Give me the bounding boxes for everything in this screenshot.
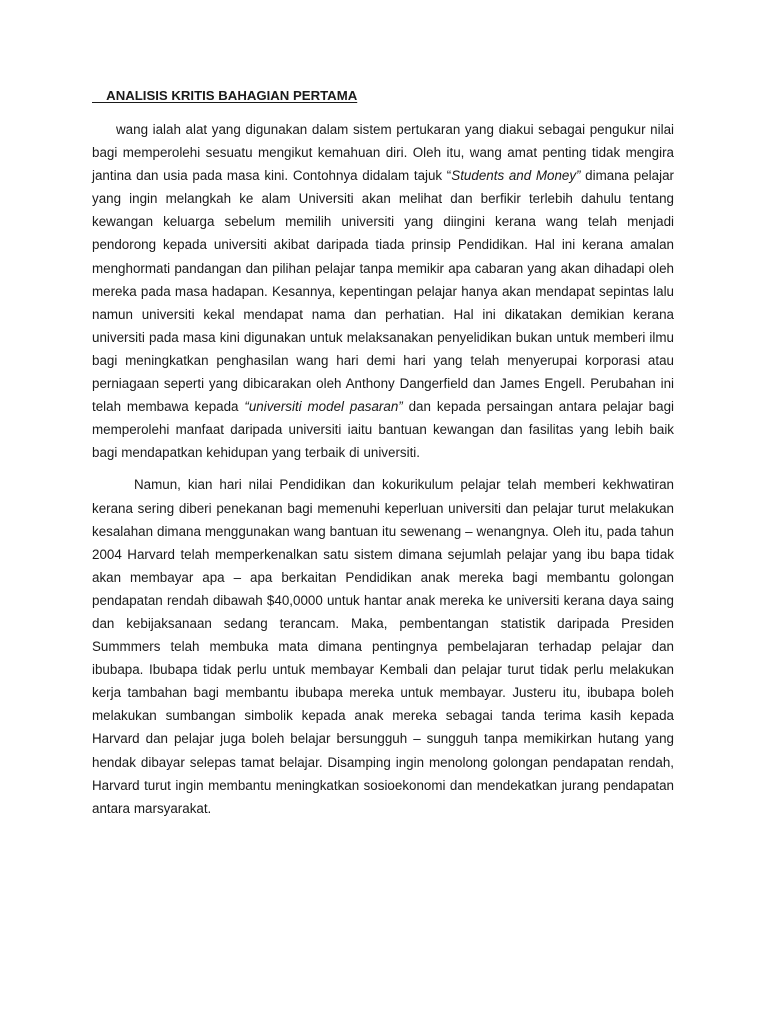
paragraph-2	[92, 473, 674, 819]
paragraph-1-run-5: dan kepada persaingan antara pelajar bagi memperolehi manfaat daripada universiti iaitu bantuan kewangan dan fasilitas yang lebih baik bagi mendapatkan kehidupan yang terbaik di universiti.	[92, 399, 674, 461]
section-heading: ANALISIS KRITIS BAHAGIAN PERTAMA	[92, 88, 358, 103]
paragraph-2-run-1: Namun, kian hari nilai Pendidikan dan kokurikulum pelajar telah memberi kekhwatiran kerana sering diberi penekanan bagi memenuhi keperluan universiti dan pelajar turut melakukan kesalahan dimana menggunakan wang bantuan itu sewenang – wenangnya. Oleh itu, pada tahun 2004 Harvard telah memperkenalkan satu sistem dimana sejumlah pelajar yang ibu bapa tidak akan membayar apa – apa berkaitan Pendidikan anak mereka bagi membantu golongan pendapatan rendah dibawah $40,0000 untuk hantar anak mereka ke universiti kerana daya saing dan kebijaksanaan sedang terancam. Maka, pembentangan statistik daripada Presiden Summmers telah membuka mata dimana pentingnya pembelajaran terhadap pelajar dan ibubapa. Ibubapa tidak perlu untuk membayar Kembali dan pelajar turut tidak perlu melakukan kerja tambahan bagi membantu ibubapa mereka untuk membayar. Justeru itu, ibubapa boleh melakukan sumbangan simbolik kepada anak mereka sebagai tanda terima kasih kepada Harvard dan pelajar juga boleh belajar bersungguh – sungguh tanpa memikirkan hutang yang hendak dibayar selepas tamat belajar. Disamping ingin menolong golongan pendapatan rendah, Harvard turut ingin membantu meningkatkan sosioekonomi dan mendekatkan jurang pendapatan antara marsyarakat.	[92, 477, 674, 816]
paragraph-1-run-3: dimana pelajar yang ingin melangkah ke alam Universiti akan melihat dan berfikir terlebih dahulu tentang kewangan keluarga sebelum memilih universiti yang diingini kerana wang telah menjadi pendorong kepada universiti akibat daripada tiada prinsip Pendidikan. Hal ini kerana amalan menghormati pandangan dan pilihan pelajar tanpa memikir apa cabaran yang akan dihadapi oleh mereka pada masa hadapan. Kesannya, kepentingan pelajar hanya akan mendapat sepintas lalu namun universiti kekal mendapat nama dan perhatian. Hal ini dikatakan demikian kerana universiti pada masa kini digunakan untuk melaksanakan penyelidikan bukan untuk memberi ilmu bagi meningkatkan penghasilan wang hari demi hari yang telah menyerupai korporasi atau perniagaan seperti yang dibicarakan oleh Anthony Dangerfield dan James Engell. Perubahan ini telah membawa kepada	[92, 168, 674, 415]
paragraph-1-quote-italic: “universiti model pasaran”	[244, 399, 403, 415]
paragraph-1-run-1: wang ialah alat yang digunakan dalam sistem pertukaran yang diakui sebagai pengukur nilai bagi memperolehi sesuatu mengikut kemahuan diri. Oleh itu, wang amat penting tidak mengira jantina dan usia pada masa kini. Contohnya didalam tajuk “	[92, 122, 674, 184]
document-body	[92, 86, 674, 820]
paragraph-1	[92, 118, 674, 464]
paragraph-1-title-italic: Students and Money”	[451, 168, 581, 184]
